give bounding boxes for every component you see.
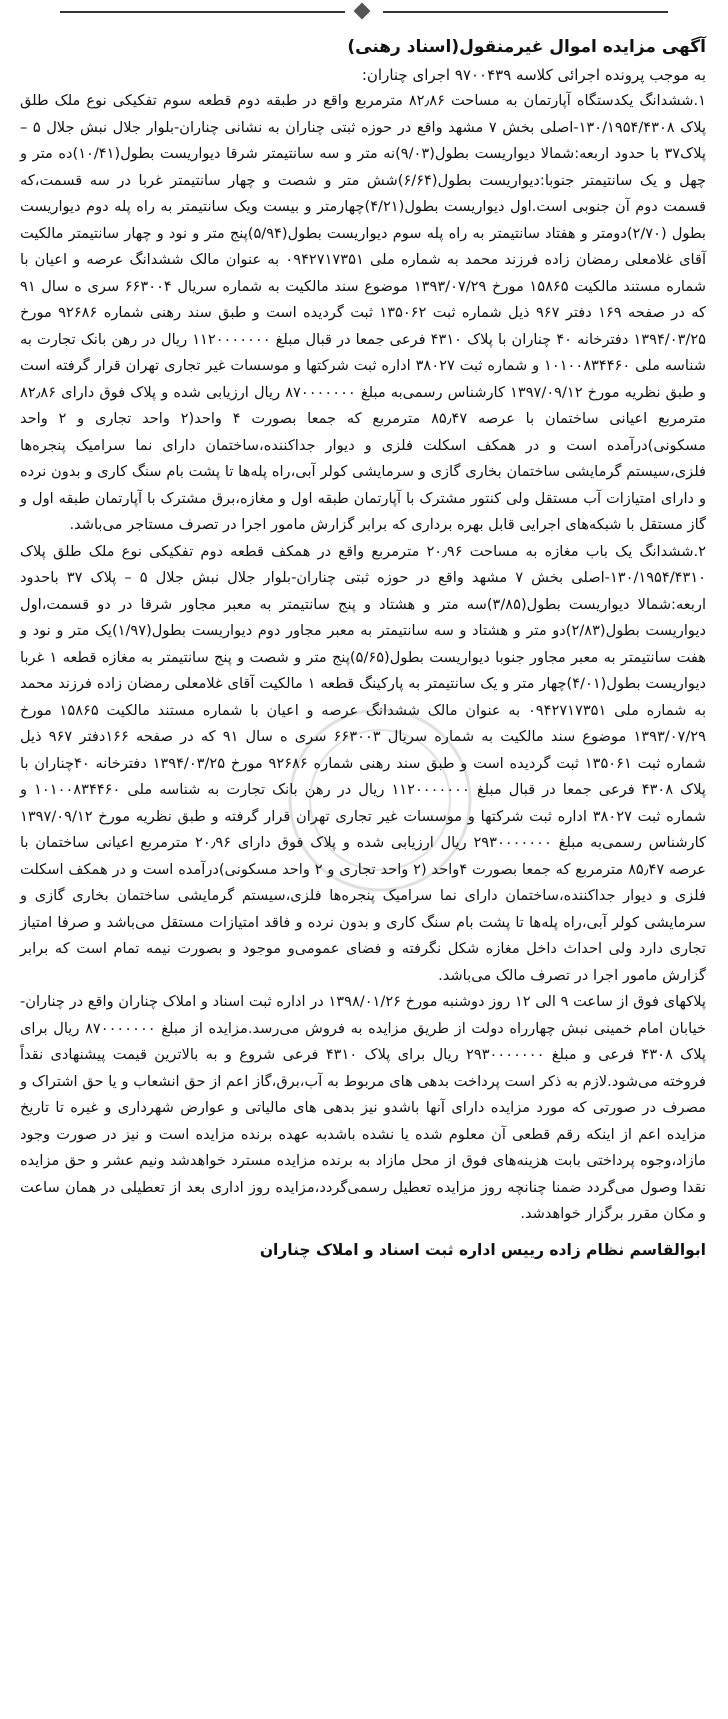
notice-content (20, 34, 706, 1264)
notice-title: آگهی مزایده اموال غیرمنقول(اسناد رهنی) (347, 37, 706, 57)
ornament-line-right (383, 11, 668, 13)
property-item-2: ۲.ششدانگ یک باب مغازه به مساحت ۲۰٫۹۶ مترمربع واقع در همکف قطعه دوم تفکیکی نوع ملک طلق پلاک ۱۳۰/۱۹۵۴/۴۳۱۰-اصلی بخش ۷ مشهد واقع در حوزه ثبتی چناران-بلوار جلال نبش جلال ۵ – پلاک ۳۷ باحدود اربعه:شمالا دیواریست بطول(۳/۸۵)سه متر و هشتاد و پنج سانتیمتر به معبر مجاور شرقا در دو قسمت،اول دیواریست بطول(۲/۸۳)دو متر و هشتاد و سه سانتیمتر به معبر مجاور دوم دیواریست بطول(۱/۹۷)یک متر و نود و هفت سانتیمتر به معبر مجاور جنوبا دیواریست بطول(۵/۶۵)پنج متر و شصت و پنج سانتیمتر به مغازه قطعه ۱ غربا دیواریست بطول(۴/۰۱)چهار متر و یک سانتیمتر به پارکینگ قطعه ۱ مالکیت آقای غلامعلی رمضان زاده فرزند محمد به شماره ملی ۰۹۴۲۷۱۷۳۵۱ به عنوان مالک ششدانگ عرصه و اعیان با شماره مستند مالکیت ۱۵۸۶۵ مورخ ۱۳۹۳/۰۷/۲۹ موضوع سند مالکیت به شماره سریال ۶۶۳۰۰۳ سری ه سال ۹۱ که در صفحه ۱۶۶دفتر ۹۶۷ ذیل شماره ثبت ۱۳۵۰۶۱ ثبت گردیده است و طبق سند رهنی شماره ۹۲۶۸۶ مورخ ۱۳۹۴/۰۳/۲۵ دفترخانه ۴۰چناران با پلاک ۴۳۰۸ فرعی جمعا در قبال مبلغ ۱۱۲۰۰۰۰۰۰۰ ریال در رهن بانک تجارت به شناسه ملی ۱۰۱۰۰۸۳۴۴۶۰ و شماره ثبت ۳۸۰۲۷ اداره ثبت شرکتها و موسسات غیر تجاری تهران قرار گرفته و طبق نظریه مورخ ۱۳۹۷/۰۹/۱۲ کارشناس رسمی‌به مبلغ ۲۹۳۰۰۰۰۰۰۰ ریال ارزیابی شده و پلاک فوق دارای ۲۰٫۹۶ مترمربع اعیانی ساختمان با عرصه ۸۵٫۴۷ مترمربع که جمعا بصورت ۴واحد (۲ واحد تجاری و ۲ واحد مسکونی)درآمده است و در همکف اسکلت فلزی و دیوار جداکننده،ساختمان دارای نما سرامیک پنجره‌ها فلزی،سیستم گرمایشی ساختمان بخاری گازی و سرمایشی کولر آبی،راه پله‌ها تا پشت بام سنگ کاری و بدون نرده و فاقد امتیازات مستقل می‌باشد و صرفا امتیاز تجاری دارد ولی احداث داخل مغازه شکل نگرفته و فضای عمومی‌و موجود و بصورت نیمه تمام است که برابر گزارش مامور اجرا در تصرف مالک می‌باشد. (20, 542, 707, 984)
property-item-1: ۱.ششدانگ یکدستگاه آپارتمان به مساحت ۸۲٫۸۶ مترمربع واقع در طبقه دوم قطعه سوم تفکیکی نوع ملک طلق پلاک ۱۳۰/۱۹۵۴/۴۳۰۸-اصلی بخش ۷ مشهد واقع در حوزه ثبتی چناران به نشانی چناران-بلوار جلال نبش جلال ۵ –پلاک۳۷ با حدود اربعه:شمالا دیواریست بطول(۹/۰۳)نه متر و سه سانتیمتر شرقا دیواریست بطول(۱۰/۴۱)ده متر و چهل و یک سانتیمتر جنوبا:دیواریست بطول(۶/۶۴)شش متر و شصت و چهار سانتیمتر غربا در سه قسمت،که قسمت دوم آن جنوبی است.اول دیواریست بطول(۴/۲۱)چهارمتر و بیست ویک سانتیمتر به راه پله دوم دیواریست بطول (۲/۷۰)دومتر و هفتاد سانتیمتر به راه پله سوم دیواریست بطول(۵/۹۴)پنج متر و نود و چهار سانتیمتر مالکیت آقای غلامعلی رمضان زاده فرزند محمد به شماره ملی ۰۹۴۲۷۱۷۳۵۱ به عنوان مالک ششدانگ عرصه و اعیان با شماره مستند مالکیت ۱۵۸۶۵ مورخ ۱۳۹۳/۰۷/۲۹ موضوع سند مالکیت به شماره سریال ۶۶۳۰۰۴ سری ه سال ۹۱ که در صفحه ۱۶۹ دفتر ۹۶۷ ذیل شماره ثبت ۱۳۵۰۶۲ ثبت گردیده است و طبق سند رهنی شماره ۹۲۶۸۶ مورخ ۱۳۹۴/۰۳/۲۵ دفترخانه ۴۰ چناران با پلاک ۴۳۱۰ فرعی جمعا در قبال مبلغ ۱۱۲۰۰۰۰۰۰۰ ریال در رهن بانک تجارت به شناسه ملی ۱۰۱۰۰۸۳۴۴۶۰ و شماره ثبت ۳۸۰۲۷ اداره ثبت شرکتها و موسسات غیر تجاری تهران قرار گرفته است و طبق نظریه مورخ ۱۳۹۷/۰۹/۱۲ کارشناس رسمی‌به مبلغ ۸۷۰۰۰۰۰۰۰ ریال ارزیابی شده و پلاک فوق دارای ۸۲٫۸۶ مترمربع اعیانی ساختمان با عرصه ۸۵٫۴۷ مترمربع که جمعا بصورت ۴ واحد(۲ واحد تجاری و ۲ واحد مسکونی)درآمده است و در همکف اسکلت فلزی و دیوار جداکننده،ساختمان دارای نما سرامیک پنجره‌ها فلزی،سیستم گرمایشی ساختمان بخاری گازی و سرمایشی کولر آبی،راه پله‌ها تا پشت بام سنگ کاری و بدون نرده و دارای امتیازات آب مستقل ولی کنتور مشترک با آپارتمان طبقه اول و مغازه،برق مشترک با آپارتمان طبقه اول و گاز مستقل با شبکه‌های اجرایی قابل بهره برداری که برابر گزارش مامور اجرا در تصرف مستاجر می‌باشد. (20, 92, 707, 533)
ornament-line-left (60, 11, 345, 13)
case-reference: به موجب پرونده اجرائی کلاسه ۹۷۰۰۴۳۹ اجرای چناران: (361, 66, 706, 84)
diamond-icon (354, 3, 371, 20)
auction-terms: پلاکهای فوق از ساعت ۹ الی ۱۲ روز دوشنبه مورخ ۱۳۹۸/۰۱/۲۶ در اداره ثبت اسناد و املاک چناران واقع در چناران-خیابان امام خمینی نبش چهارراه دولت از طریق مزایده به فروش می‌رسد.مزایده از مبلغ ۸۷۰۰۰۰۰۰۰ ریال برای پلاک ۴۳۰۸ فرعی و مبلغ ۲۹۳۰۰۰۰۰۰۰ ریال برای پلاک ۴۳۱۰ فرعی شروع و به بالاترین قیمت پیشنهادی نقداً فروخته می‌شود.لازم به ذکر است پرداخت بدهی های مربوط به آب،برق،گاز اعم از حق انشعاب و یا حق اشتراک و مصرف در صورتی که مورد مزایده دارای آنها باشدو نیز بدهی های مالیاتی و عوارض شهرداری و غیره تا تاریخ مزایده اعم از اینکه رقم قطعی آن معلوم شده یا نشده باشدبه عهده برنده مزایده است و نیز در صورت وجود مازاد،وجوه پرداختی بابت هزینه‌های فوق از محل مازاد به برنده مزایده مسترد خواهدشد ونیم عشر و حق مزایده نقدا وصول می‌گردد ضمنا چنانچه روز مزایده تعطیل رسمی‌گردد،مزایده روز اداری بعد از تعطیلی در همان ساعت و مکان مقرر برگزار خواهدشد. (20, 993, 706, 1222)
header-ornament (60, 4, 668, 20)
signature: ابوالقاسم نظام زاده رییس اداره ثبت اسناد و املاک چناران (259, 1240, 706, 1259)
